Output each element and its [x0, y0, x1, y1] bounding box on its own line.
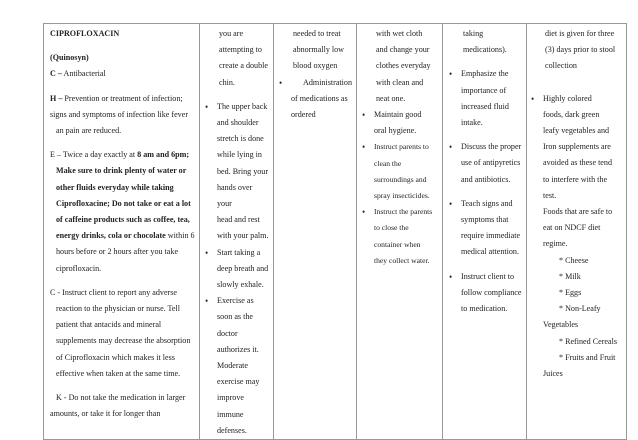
drug-brand: (Quinosyn) — [50, 53, 89, 63]
text-line: you are — [219, 29, 244, 38]
text-line: attempting to — [219, 45, 262, 55]
food-item-cont: Vegetables — [543, 320, 579, 330]
exact-schedule-line: Ciprofloxacine; Do not take or eat a lot — [56, 198, 191, 208]
text-line: and change your — [376, 45, 430, 55]
exact-schedule-line: Make sure to drink plenty of water or — [56, 166, 187, 176]
classification: C – Antibacterial — [50, 69, 106, 79]
text-line: (3) days prior to stool — [545, 45, 616, 55]
treatment-column — [274, 24, 357, 440]
food-item: * Refined Cereals — [559, 336, 617, 346]
list-item: • Maintain good oral hygiene. — [362, 107, 438, 139]
exact-schedule-line: ciprofloxacin. — [56, 263, 102, 273]
list-item: • Discuss the proper use of antipyretics and antibiotics. — [449, 139, 522, 188]
diet-column — [527, 24, 627, 440]
food-item-cont: Juices — [543, 369, 563, 379]
list-item: • Highly colored foods, dark green leafy vegetables and Iron supplements are avoided as these tend to interfere with the test. Foods that are safe to eat on NDCF diet regime. * Cheese * Milk * Eggs * Non-Leafy Vegetables * Refined Cereals * Fruits and Fruit Juices — [531, 91, 622, 383]
contraindication-line: patient that antacids and mineral — [56, 320, 162, 330]
list-item: • Emphasize the importance of increased fluid intake. — [449, 66, 522, 131]
text-line: create a double — [219, 61, 268, 71]
text-line: with wet cloth — [376, 29, 423, 38]
text-line: collection — [545, 61, 577, 71]
health-benefit-line: an pain are reduced. — [56, 126, 122, 136]
exact-schedule-line: hours before or 2 hours after you take — [56, 247, 179, 257]
food-item: * Eggs — [559, 288, 582, 298]
drug-column — [44, 24, 200, 440]
contraindication-line: supplements may decrease the absorption — [56, 336, 191, 346]
contraindication-line: effective when taken at the same time. — [56, 368, 181, 378]
contraindication-line: reaction to the physician or nurse. Tell — [56, 304, 181, 314]
knowledge-note: K - Do not take the medication in larger — [56, 393, 186, 403]
text-line: chin. — [219, 77, 235, 87]
food-item: * Non-Leafy — [559, 304, 601, 314]
food-item: * Fruits and Fruit — [559, 352, 616, 362]
text-line: with clean and — [376, 77, 424, 87]
text-line: needed to treat — [293, 29, 341, 38]
text-line: medications). — [463, 45, 507, 55]
exact-schedule-line: energy drinks, cola or chocolate within 6 — [56, 231, 195, 241]
contraindication: C - Instruct client to report any adverse — [50, 287, 177, 297]
text-line: clothes everyday — [376, 61, 431, 71]
text-line: abnormally low — [293, 45, 345, 55]
text-line: taking — [463, 29, 484, 38]
list-item: • Exercise as soon as the doctor authorizes it. Moderate exercise may improve immune defenses. — [205, 293, 269, 439]
food-item: * Cheese — [559, 255, 589, 265]
exact-schedule-line: of caffeine products such as coffee, tea, — [56, 215, 190, 225]
text-line: neat one. — [376, 93, 406, 103]
contraindication-line: of Ciprofloxacin which makes it less — [56, 352, 175, 362]
text-line: diet is given for three — [545, 29, 615, 38]
text-line: blood oxygen — [293, 61, 338, 71]
list-item: • Instruct client to follow compliance to medication. — [449, 269, 522, 318]
exact-schedule-line: other fluids everyday while taking — [56, 182, 174, 192]
list-item: • Instruct the parents to close the container when they collect water. — [362, 204, 438, 269]
care-plan-table — [43, 23, 627, 440]
table-row — [44, 24, 627, 440]
education-column — [443, 24, 527, 440]
list-item: • Start taking a deep breath and slowly exhale. — [205, 245, 269, 294]
list-item: • Instruct parents to clean the surroundings and spray insecticides. — [362, 139, 438, 204]
health-benefit-line: signs and symptoms of infection like fever — [50, 109, 189, 119]
list-item: • The upper back and shoulder stretch is done while lying in bed. Bring your hands over your head and rest with your palm. — [205, 99, 269, 245]
health-benefit: H – Prevention or treatment of infection; — [50, 93, 183, 103]
food-item: * Milk — [559, 271, 581, 281]
hygiene-column — [357, 24, 443, 440]
exercise-column — [200, 24, 274, 440]
drug-name: CIPROFLOXACIN — [50, 29, 120, 38]
knowledge-note-line: amounts, or take it for longer than — [50, 409, 161, 419]
exact-schedule: E – Twice a day exactly at 8 am and 6pm; — [50, 150, 190, 160]
list-item: • Teach signs and symptoms that require immediate medical attention. — [449, 196, 522, 261]
list-item: • Administration of medications as ordered — [279, 75, 352, 124]
